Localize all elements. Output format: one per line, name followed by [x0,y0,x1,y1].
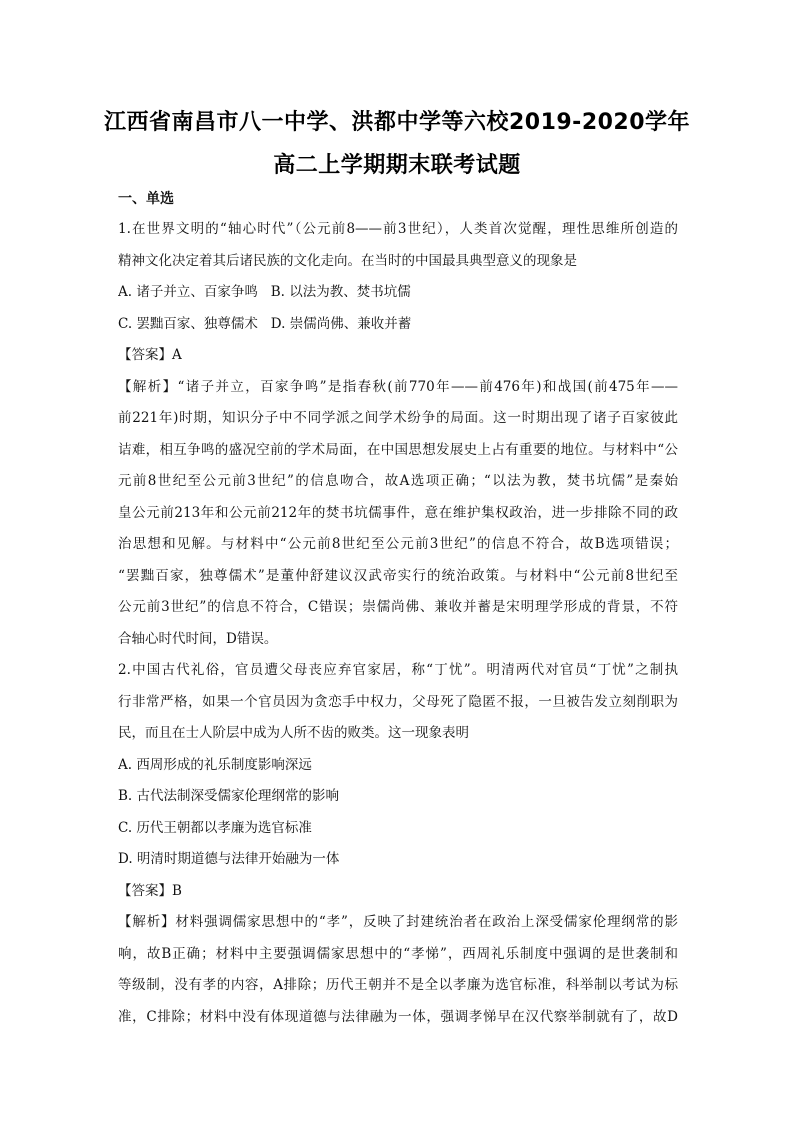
q2-stem-line: 行非常严格，如果一个官员因为贪恋手中权力，父母死了隐匿不报，一旦被告发立刻削职为 [118,693,678,710]
q2-analysis-line: 等级制，没有孝的内容，A排除；历代王朝并不是全以孝廉为选官标准，科举制以考试为标 [118,977,678,993]
q1-analysis-line: 【解析】“诸子并立，百家争鸣”是指春秋(前770年——前476年)和战国(前475年—— [118,378,678,395]
q2-analysis-line: 【解析】材料强调儒家思想中的“孝”，反映了封建统治者在政治上深受儒家伦理纲常的影 [118,914,678,930]
q1-analysis-line: 皇公元前213年和公元前212年的焚书坑儒事件，意在维护集权政治，进一步排除不同的政 [118,504,678,521]
document-title-line-2: 高二上学期期末联考试题 [273,153,521,178]
q2-option-d: D. 明清时期道德与法律开始融为一体 [118,851,340,867]
q1-analysis-line: “罢黜百家，独尊儒术”是董仲舒建议汉武帝实行的统治政策。与材料中“公元前8世纪至 [118,567,678,584]
q1-answer: 【答案】A [118,347,182,363]
q2-analysis-line: 准，C排除；材料中没有体现道德与法律融为一体，强调孝悌早在汉代察举制就有了，故D [118,1008,678,1025]
q1-analysis-line: 元前8世纪至公元前3世纪”的信息吻合，故A选项正确；“以法为教，焚书坑儒”是秦始 [118,473,678,489]
q1-stem-line: 1.在世界文明的“轴心时代”（公元前8——前3世纪），人类首次觉醒，理性思维所创造的 [118,221,678,237]
q2-stem-line: 2.中国古代礼俗，官员遭父母丧应弃官家居，称“丁忧”。明清两代对官员“丁忧”之制执 [118,662,678,678]
document-title-line-1: 江西省南昌市八一中学、洪都中学等六校2019-2020学年 [103,110,691,135]
q1-analysis-line: 公元前3世纪”的信息不符合，C错误；崇儒尚佛、兼收并蓄是宋明理学形成的背景，不符 [118,599,678,615]
q2-stem-line: 民，而且在士人阶层中成为人所不齿的败类。这一现象表明 [118,725,469,741]
q2-option-c: C. 历代王朝都以孝廉为选官标准 [118,819,312,836]
section-heading: 一、单选 [118,191,174,207]
q2-option-b: B. 古代法制深受儒家伦理纲常的影响 [118,788,340,804]
q1-options-line: C. 罢黜百家、独尊儒术 D. 崇儒尚佛、兼收并蓄 [118,315,412,332]
q1-options-line: A. 诸子并立、百家争鸣 B. 以法为教、焚书坑儒 [118,284,411,300]
q1-analysis-line: 前221年)时期，知识分子中不同学派之间学术纷争的局面。这一时期出现了诸子百家彼此 [118,410,678,426]
q1-stem-line: 精神文化决定着其后诸民族的文化走向。在当时的中国最具典型意义的现象是 [118,252,577,269]
q1-analysis-line: 治思想和见解。与材料中“公元前8世纪至公元前3世纪”的信息不符合，故B选项错误； [118,536,678,552]
q2-answer: 【答案】B [118,882,182,899]
q2-option-a: A. 西周形成的礼乐制度影响深远 [118,756,312,773]
q2-analysis-line: 响，故B正确；材料中主要强调儒家思想中的“孝悌”，西周礼乐制度中强调的是世袭制和 [118,945,678,962]
q1-analysis-line: 合轴心时代时间，D错误。 [118,630,278,647]
q1-analysis-line: 诘难，相互争鸣的盛况空前的学术局面，在中国思想发展史上占有重要的地位。与材料中“公 [118,441,678,458]
document-body [118,214,678,1033]
